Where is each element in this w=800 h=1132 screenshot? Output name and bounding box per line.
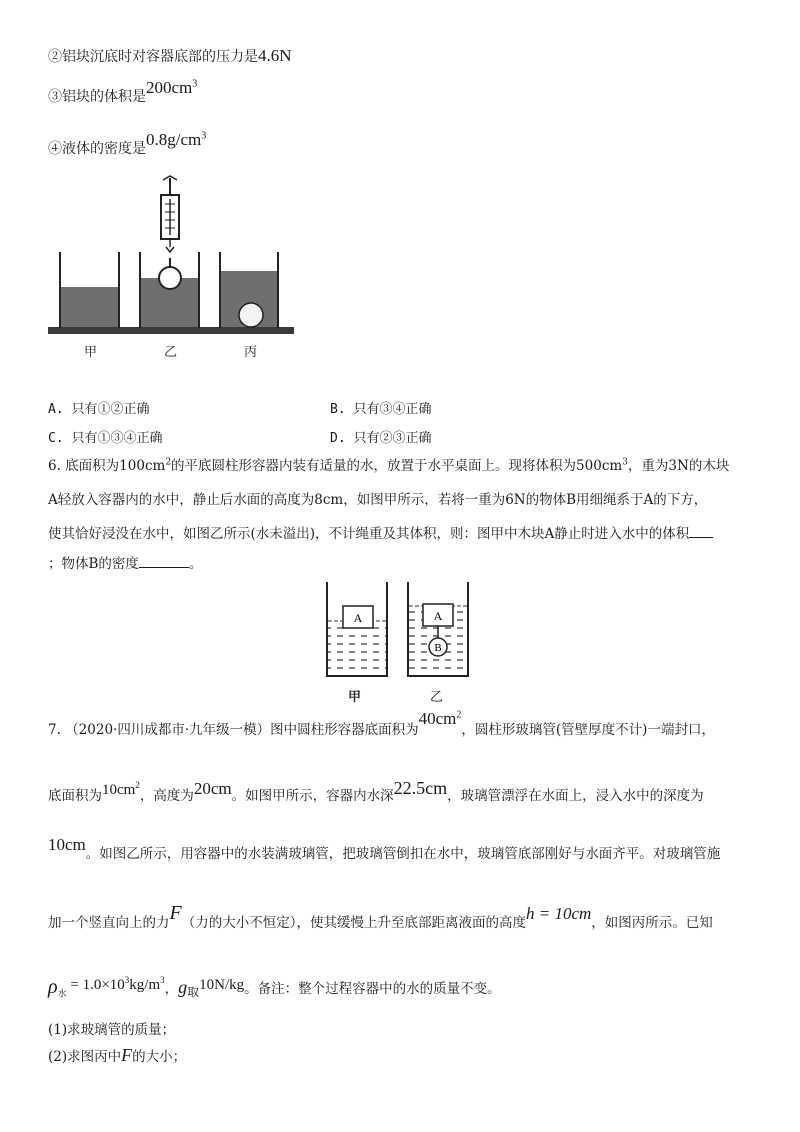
svg-text:B: B xyxy=(434,642,442,654)
fig2-label-jia: 甲 xyxy=(348,690,362,705)
q6-line-2: A轻放入容器内的水中，静止后水面的高度为8cm，如图甲所示，若将一重为6N的物体B用细绳系于A的下方， xyxy=(48,492,708,508)
statement-3-exp: 3 xyxy=(192,78,198,90)
q7-sub-2: (2)求图丙中F的大小； xyxy=(48,1045,187,1065)
statement-3-text: ③铝块的体积是 xyxy=(48,89,146,105)
fig1-label-yi: 乙 xyxy=(164,345,178,360)
q6-line-1: 6. 底面积为$100cm^2$的平底圆柱形容器内装有适量的水，放置于水平桌面上。现将体积为$500cm^3$，重为3N的木块 xyxy=(48,457,730,474)
q7-line-5: $\rho_水 = 1.0\times 10^3kg/m^3$，g取10N/kg。备注：整个过程容器中的水的质量不变。 xyxy=(48,975,501,1000)
q7-line-1: 7. （2020·四川成都市·九年级一模）图中圆柱形容器底面积为$40cm^2$，圆柱形玻璃管(管壁厚度不计)一端封口， xyxy=(48,709,715,738)
svg-text:A: A xyxy=(433,609,443,623)
fig2-label-yi: 乙 xyxy=(430,690,444,705)
option-a: A. 只有①②正确 xyxy=(48,402,150,417)
fig1-label-jia: 甲 xyxy=(84,345,98,360)
statement-2-text: ②铝块沉底时对容器底部的压力是 xyxy=(48,49,258,65)
q7-line-4: 加一个竖直向上的力F（力的大小不恒定），使其缓慢上升至底部距离液面的高度h = 10cm，如图丙所示。已知 xyxy=(48,902,713,931)
q7-sub-1: (1)求玻璃管的质量； xyxy=(48,1022,176,1038)
statement-3-value: 200cm xyxy=(146,78,193,97)
q6-line-4: ；物体B的密度 。 xyxy=(48,556,203,572)
container-fig2-yi xyxy=(408,582,468,676)
svg-text:A: A xyxy=(353,611,363,625)
statement-4-exp: 3 xyxy=(201,130,207,142)
statement-2-value: 4.6N xyxy=(258,46,292,65)
q7-line-2: 底面积为$10cm^2$，高度为20cm。如图甲所示，容器内水深22.5cm，玻璃管漂浮在水面上，浸入水中的深度为 xyxy=(48,778,704,804)
option-d: D. 只有②③正确 xyxy=(330,431,432,446)
statement-4-text: ④液体的密度是 xyxy=(48,141,146,157)
statement-4-value: 0.8g/cm xyxy=(146,130,202,149)
option-c: C. 只有①③④正确 xyxy=(48,431,163,446)
fig1-label-bing: 丙 xyxy=(244,345,258,360)
q6-line-3: 使其恰好浸没在水中，如图乙所示(水未溢出)，不计绳重及其体积，则：图甲中木块A静止时进入水中的体积 xyxy=(48,522,713,542)
q7-line-3: 10cm。如图乙所示，用容器中的水装满玻璃管，把玻璃管倒扣在水中，玻璃管底部刚好与水面齐平。对玻璃管施 xyxy=(48,835,721,862)
option-b: B. 只有③④正确 xyxy=(330,402,432,417)
container-fig2-jia xyxy=(327,582,387,676)
